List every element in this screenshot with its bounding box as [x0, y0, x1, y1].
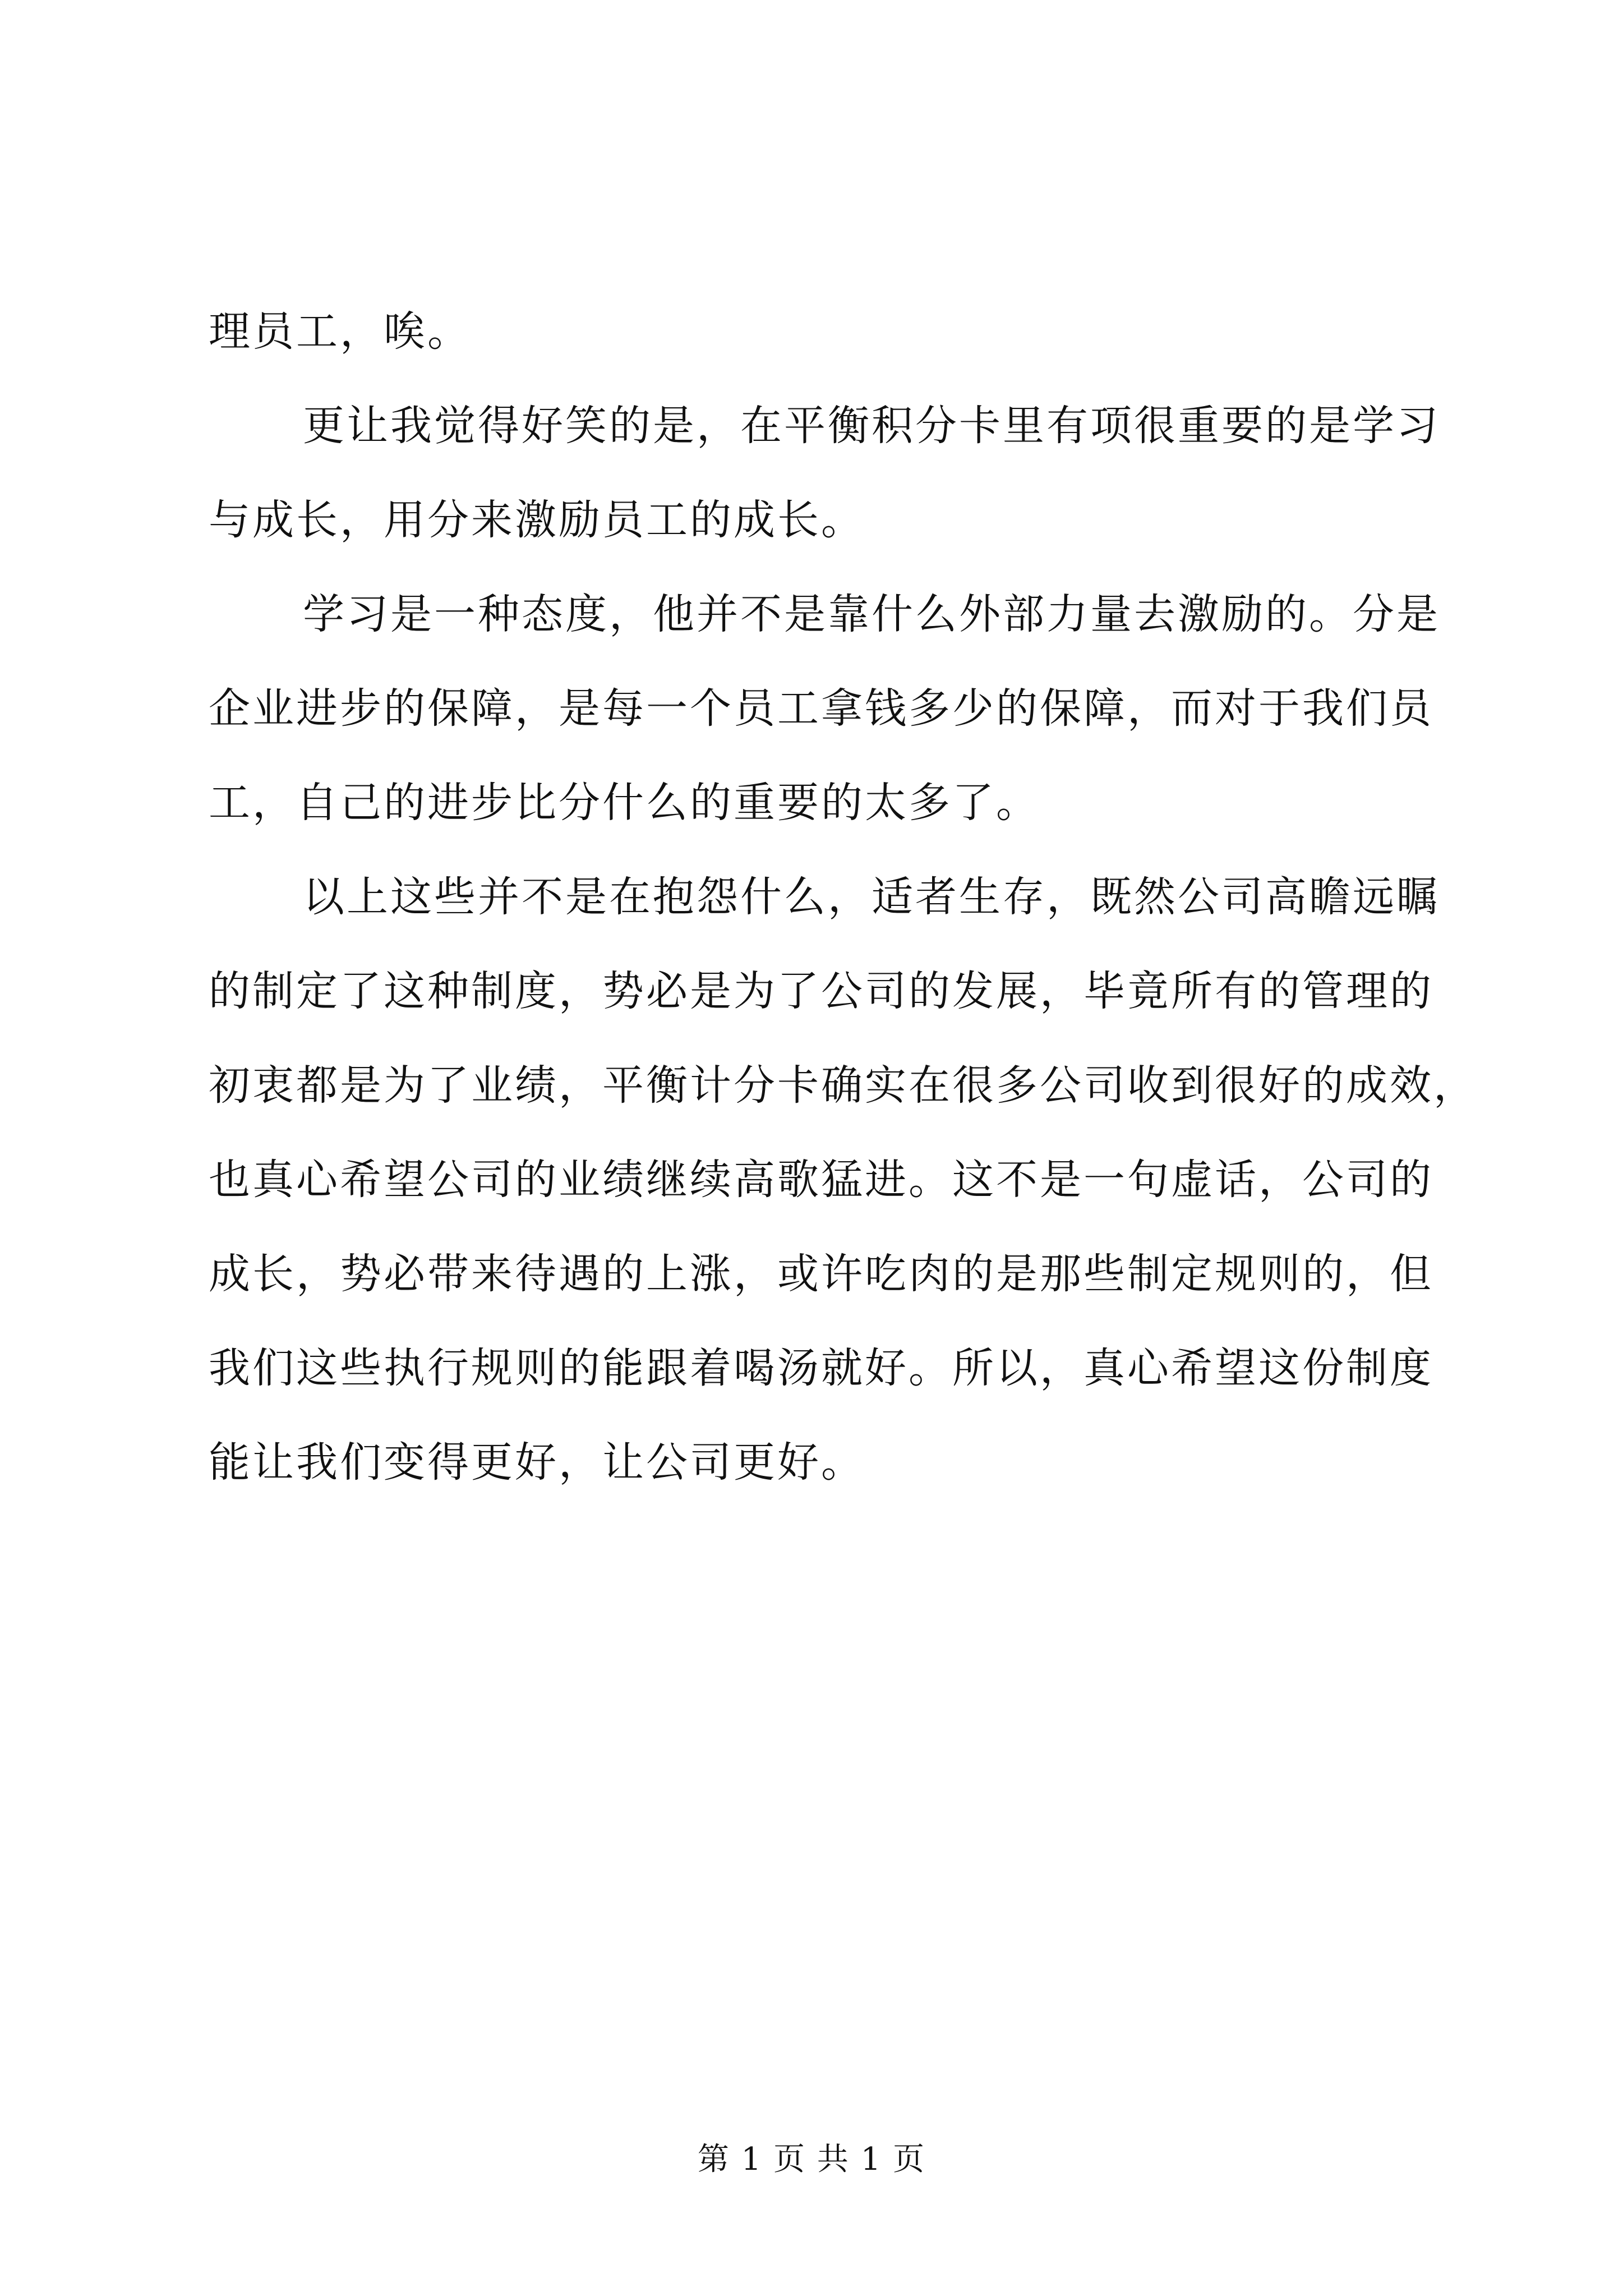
text-line-11: 成长，势必带来待遇的上涨，或许吃肉的是那些制定规则的，但 — [209, 1250, 1433, 1298]
text-line-8: 的制定了这种制度，势必是为了公司的发展，毕竟所有的管理的 — [209, 967, 1433, 1015]
text-line-4: 学习是一种态度，他并不是靠什么外部力量去激励的。分是 — [303, 590, 1440, 638]
text-line-13: 能让我们变得更好，让公司更好。 — [209, 1438, 865, 1487]
page-number-label: 第 1 页 共 1 页 — [697, 2141, 926, 2178]
text-line-6: 工，自己的进步比分什么的重要的太多了。 — [209, 779, 1040, 827]
document-body — [209, 307, 1477, 1535]
text-line-1: 理员工，唉。 — [209, 307, 471, 356]
text-line-3: 与成长，用分来激励员工的成长。 — [209, 496, 865, 544]
text-line-5: 企业进步的保障，是每一个员工拿钱多少的保障，而对于我们员 — [209, 684, 1433, 733]
text-line-2: 更让我觉得好笑的是，在平衡积分卡里有项很重要的是学习 — [303, 402, 1440, 450]
page-footer — [0, 2143, 1623, 2177]
text-line-12: 我们这些执行规则的能跟着喝汤就好。所以，真心希望这份制度 — [209, 1344, 1433, 1392]
text-line-7: 以上这些并不是在抱怨什么，适者生存，既然公司高瞻远瞩 — [303, 873, 1440, 921]
text-line-9: 初衷都是为了业绩，平衡计分卡确实在很多公司收到很好的成效， — [209, 1061, 1477, 1110]
text-line-10: 也真心希望公司的业绩继续高歌猛进。这不是一句虚话，公司的 — [209, 1156, 1433, 1204]
